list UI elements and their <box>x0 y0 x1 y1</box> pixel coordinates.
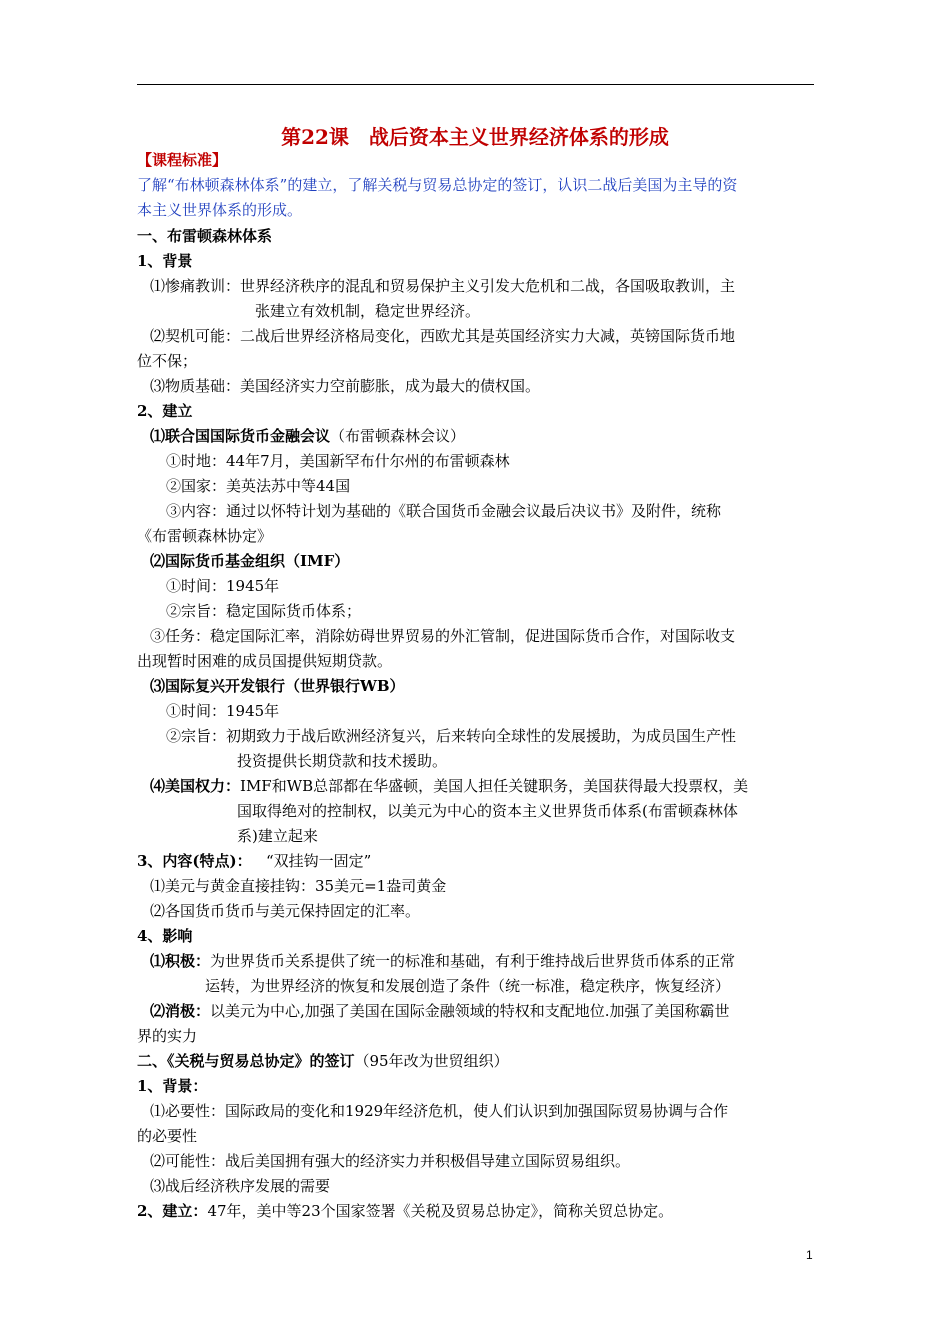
course-standard-text-1: 了解“布林顿森林体系”的建立，了解关税与贸易总协定的签订，认识二战后美国为主导的资 <box>137 176 738 194</box>
impact-1-text: 为世界货币关系提供了统一的标准和基础，有利于维持战后世界货币体系的正常 <box>210 952 736 970</box>
establish-3-c: 投资提供长期贷款和技术援助。 <box>237 752 448 770</box>
s1-establish-heading: 2、建立 <box>137 402 193 420</box>
establish-2-c: ③任务：稳定国际汇率，消除妨碍世界贸易的外汇管制，促进国际货币合作，对国际收支 <box>150 627 736 645</box>
establish-4-c: 系)建立起来 <box>237 827 318 845</box>
establish-1-b: ②国家：美英法苏中等44国 <box>166 477 351 495</box>
content-2: ⑵各国货币货币与美元保持固定的汇率。 <box>150 902 421 920</box>
bg-item-2-cont: 位不保； <box>137 352 198 370</box>
impact-2-cont: 界的实力 <box>137 1027 198 1045</box>
bg-item-1-cont: 张建立有效机制，稳定世界经济。 <box>255 302 481 320</box>
establish-1-bold: ⑴联合国国际货币金融会议 <box>150 427 331 445</box>
s2-bg-1: ⑴必要性：国际政局的变化和1929年经济危机，使人们认识到加强国际贸易协调与合作 <box>150 1102 729 1120</box>
establish-2-b: ②宗旨：稳定国际货币体系； <box>166 602 362 620</box>
establish-2-d: 出现暂时困难的成员国提供短期贷款。 <box>137 652 393 670</box>
section-2-bold: 二、《关税与贸易总协定》的签订 <box>137 1052 355 1070</box>
establish-4 <box>150 776 748 796</box>
s2-bg-3: ⑶战后经济秩序发展的需要 <box>150 1177 331 1195</box>
establish-1 <box>150 426 465 446</box>
course-standard-label: 【课程标准】 <box>137 151 228 169</box>
establish-2-a: ①时间：1945年 <box>166 577 280 595</box>
establish-4-text: IMF和WB总部都在华盛顿，美国人担任关键职务，美国获得最大投票权，美 <box>240 777 749 795</box>
establish-1-rest: （布雷顿森林会议） <box>330 427 466 445</box>
s2-establish <box>137 1201 673 1221</box>
establish-1-c: ③内容：通过以怀特计划为基础的《联合国货币金融会议最后决议书》及附件，统称 <box>166 502 722 520</box>
bg-item-2: ⑵契机可能：二战后世界经济格局变化，西欧尤其是英国经济实力大减，英镑国际货币地 <box>150 327 736 345</box>
s1-impact-heading: 4、影响 <box>137 927 193 945</box>
bg-item-1: ⑴惨痛教训：世界经济秩序的混乱和贸易保护主义引发大危机和二战，各国吸取教训，主 <box>150 277 736 295</box>
s2-establish-text: 47年，美中等23个国家签署《关税及贸易总协定》，简称关贸总协定。 <box>207 1202 674 1220</box>
header-rule <box>137 84 814 85</box>
impact-1-bold: ⑴积极： <box>150 952 211 970</box>
section-2-rest: （95年改为世贸组织） <box>354 1052 509 1070</box>
establish-3-b: ②宗旨：初期致力于战后欧洲经济复兴，后来转向全球性的发展援助，为成员国生产性 <box>166 727 737 745</box>
course-standard-text-2: 本主义世界体系的形成。 <box>137 201 303 219</box>
s2-bg-1-cont: 的必要性 <box>137 1127 198 1145</box>
content-heading-rest: “双挂钩一固定” <box>265 852 372 870</box>
establish-2: ⑵国际货币基金组织（IMF） <box>150 552 350 570</box>
impact-1-cont: 运转，为世界经济的恢复和发展创造了条件（统一标准，稳定秩序，恢复经济） <box>205 977 731 995</box>
section-2-heading <box>137 1051 509 1071</box>
establish-3-a: ①时间：1945年 <box>166 702 280 720</box>
impact-2-text: 以美元为中心,加强了美国在国际金融领域的特权和支配地位.加强了美国称霸世 <box>210 1002 730 1020</box>
page-number: 1 <box>806 1248 813 1262</box>
impact-1 <box>150 951 735 971</box>
s2-background-heading: 1、背景： <box>137 1077 208 1095</box>
establish-4-b: 国取得绝对的控制权，以美元为中心的资本主义世界货币体系(布雷顿森林体 <box>237 802 738 820</box>
s2-establish-bold: 2、建立： <box>137 1202 208 1220</box>
establish-1-d: 《布雷顿森林协定》 <box>137 527 273 545</box>
content-heading-bold: 3、内容(特点)： <box>137 852 252 870</box>
s1-background-heading: 1、背景 <box>137 252 193 270</box>
s2-bg-2: ⑵可能性：战后美国拥有强大的经济实力并积极倡导建立国际贸易组织。 <box>150 1152 631 1170</box>
impact-2 <box>150 1001 730 1021</box>
s1-content-heading <box>137 851 371 871</box>
establish-4-bold: ⑷美国权力： <box>150 777 241 795</box>
impact-2-bold: ⑵消极： <box>150 1002 211 1020</box>
bg-item-3: ⑶物质基础：美国经济实力空前膨胀，成为最大的债权国。 <box>150 377 541 395</box>
establish-1-a: ①时地：44年7月，美国新罕布什尔州的布雷顿森林 <box>166 452 510 470</box>
establish-3: ⑶国际复兴开发银行（世界银行WB） <box>150 677 405 695</box>
page-title: 第22课 战后资本主义世界经济体系的形成 <box>281 125 669 149</box>
content-1: ⑴美元与黄金直接挂钩：35美元=1盎司黄金 <box>150 877 447 895</box>
section-1-heading: 一、布雷顿森林体系 <box>137 227 273 245</box>
